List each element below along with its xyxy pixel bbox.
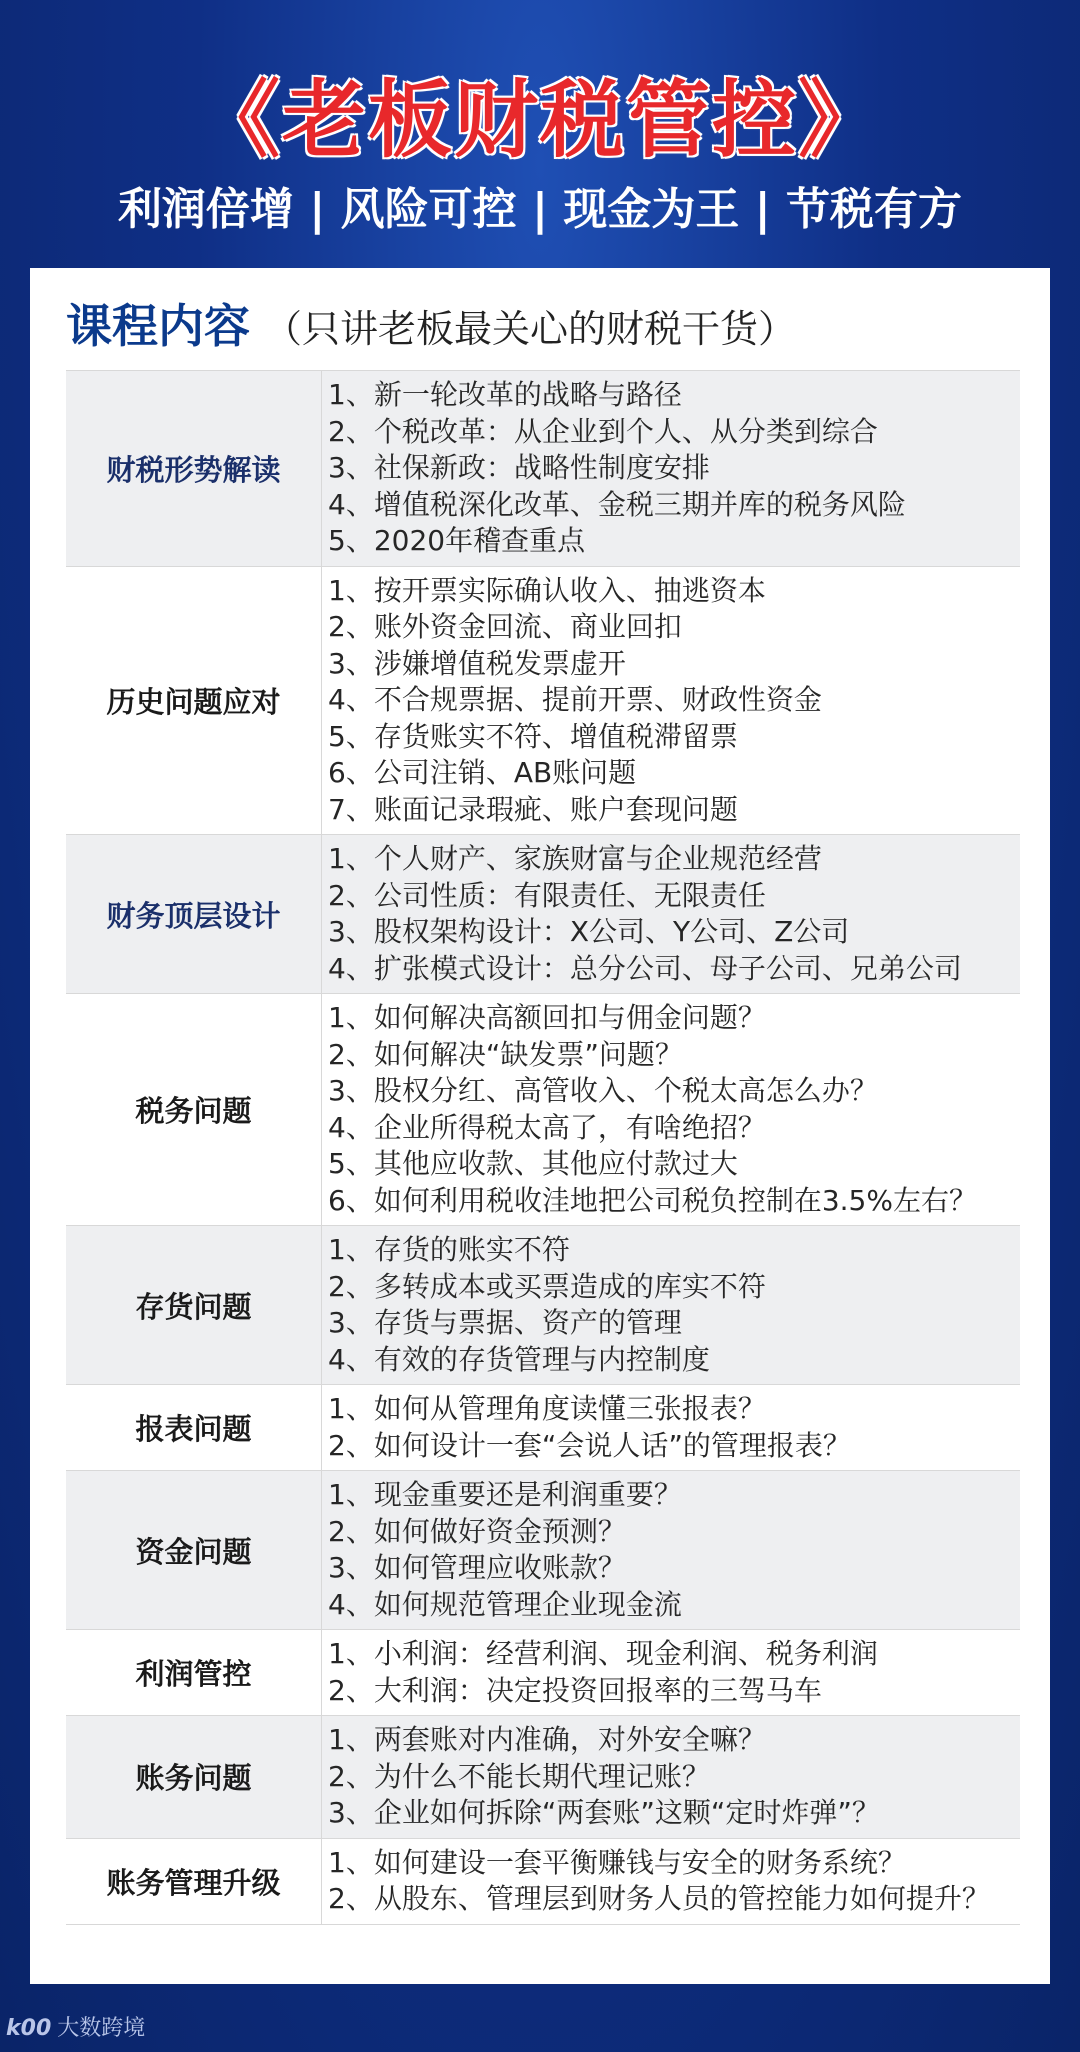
list-item: 2、为什么不能长期代理记账？ [328, 1759, 710, 1793]
list-item: 5、其他应收款、其他应付款过大 [328, 1147, 738, 1180]
list-item: 1、新一轮改革的战略与路径 [328, 378, 682, 411]
category-label: 财务顶层设计 [66, 835, 322, 993]
list-item: 4、企业所得税太高了，有啥绝招？ [328, 1110, 766, 1144]
category-label: 历史问题应对 [66, 567, 322, 835]
list-item: 1、两套账对内准确，对外安全嘛？ [328, 1723, 766, 1756]
list-item: 6、公司注销、AB账问题 [328, 756, 637, 789]
list-item: 2、如何设计一套“会说人话”的管理报表？ [328, 1428, 851, 1462]
list-item: 3、股权分红、高管收入、个税太高怎么办？ [328, 1074, 878, 1107]
list-item: 2、个税改革：从企业到个人、从分类到综合 [328, 414, 878, 448]
list-item: 1、如何从管理角度读懂三张报表？ [328, 1392, 766, 1425]
category-label: 存货问题 [66, 1226, 322, 1384]
list-item: 2、账外资金回流、商业回扣 [328, 610, 682, 643]
list-item: 3、企业如何拆除“两套账”这颗“定时炸弹”？ [328, 1796, 880, 1829]
list-item: 5、存货账实不符、增值税滞留票 [328, 719, 738, 753]
list-item: 4、不合规票据、提前开票、财政性资金 [328, 683, 822, 716]
course-table [66, 370, 1020, 1925]
card-title-note: （只讲老板最关心的财税干货） [264, 307, 797, 351]
list-item: 2、如何做好资金预测？ [328, 1514, 626, 1548]
item-list [322, 1630, 1020, 1715]
category-label: 税务问题 [66, 994, 322, 1225]
list-item: 3、社保新政：战略性制度安排 [328, 451, 710, 484]
list-item: 5、2020年稽查重点 [328, 524, 586, 557]
category-label: 账务管理升级 [66, 1839, 322, 1924]
list-item: 2、多转成本或买票造成的库实不符 [328, 1269, 766, 1303]
card-title: 课程内容 [66, 299, 250, 353]
table-row [66, 835, 1020, 994]
item-list [322, 371, 1020, 566]
list-item: 3、涉嫌增值税发票虚开 [328, 646, 626, 680]
item-list [322, 1716, 1020, 1838]
list-item: 2、从股东、管理层到财务人员的管控能力如何提升？ [328, 1882, 990, 1915]
list-item: 1、个人财产、家族财富与企业规范经营 [328, 842, 822, 875]
item-list [322, 567, 1020, 835]
list-item: 1、如何解决高额回扣与佣金问题？ [328, 1001, 766, 1034]
list-item: 2、公司性质：有限责任、无限责任 [328, 878, 766, 912]
table-row [66, 1839, 1020, 1925]
table-row [66, 1630, 1020, 1716]
list-item: 4、扩张模式设计：总分公司、母子公司、兄弟公司 [328, 951, 962, 985]
category-label: 利润管控 [66, 1630, 322, 1715]
list-item: 7、账面记录瑕疵、账户套现问题 [328, 792, 738, 826]
item-list [322, 1385, 1020, 1470]
item-list [322, 1839, 1020, 1924]
list-item: 3、存货与票据、资产的管理 [328, 1306, 682, 1339]
table-row [66, 567, 1020, 836]
list-item: 1、存货的账实不符 [328, 1233, 570, 1266]
table-row [66, 994, 1020, 1226]
item-list [322, 1471, 1020, 1629]
list-item: 2、大利润：决定投资回报率的三驾马车 [328, 1673, 822, 1707]
list-item: 4、增值税深化改革、金税三期并库的税务风险 [328, 487, 906, 521]
item-list [322, 1226, 1020, 1384]
watermark-text: 大数跨境 [57, 2016, 146, 2041]
page-subtitle: 利润倍增 | 风险可控 | 现金为王 | 节税有方 [117, 184, 963, 235]
list-item: 4、有效的存货管理与内控制度 [328, 1342, 710, 1376]
list-item: 2、如何解决“缺发票”问题？ [328, 1037, 683, 1071]
course-content-card [30, 268, 1050, 1984]
item-list [322, 835, 1020, 993]
category-label: 报表问题 [66, 1385, 322, 1470]
list-item: 4、如何规范管理企业现金流 [328, 1587, 682, 1621]
table-row [66, 1716, 1020, 1839]
table-row [66, 1471, 1020, 1630]
category-label: 账务问题 [66, 1716, 322, 1838]
table-row [66, 1226, 1020, 1385]
page-title: 《老板财税管控》 [195, 71, 884, 169]
list-item: 1、小利润：经营利润、现金利润、税务利润 [328, 1637, 878, 1670]
category-label: 资金问题 [66, 1471, 322, 1629]
table-row [66, 371, 1020, 567]
table-row [66, 1385, 1020, 1471]
list-item: 3、如何管理应收账款？ [328, 1551, 626, 1584]
watermark-logo-icon: k00 [6, 2016, 52, 2041]
list-item: 1、现金重要还是利润重要？ [328, 1478, 682, 1511]
list-item: 1、按开票实际确认收入、抽逃资本 [328, 573, 766, 607]
list-item: 1、如何建设一套平衡赚钱与安全的财务系统？ [328, 1845, 906, 1879]
category-label: 财税形势解读 [66, 371, 322, 566]
list-item: 3、股权架构设计：X公司、Y公司、Z公司 [328, 915, 850, 948]
list-item: 6、如何利用税收洼地把公司税负控制在3.5%左右？ [328, 1183, 977, 1217]
watermark [6, 2011, 145, 2042]
card-heading [66, 288, 796, 364]
item-list [322, 994, 1020, 1225]
